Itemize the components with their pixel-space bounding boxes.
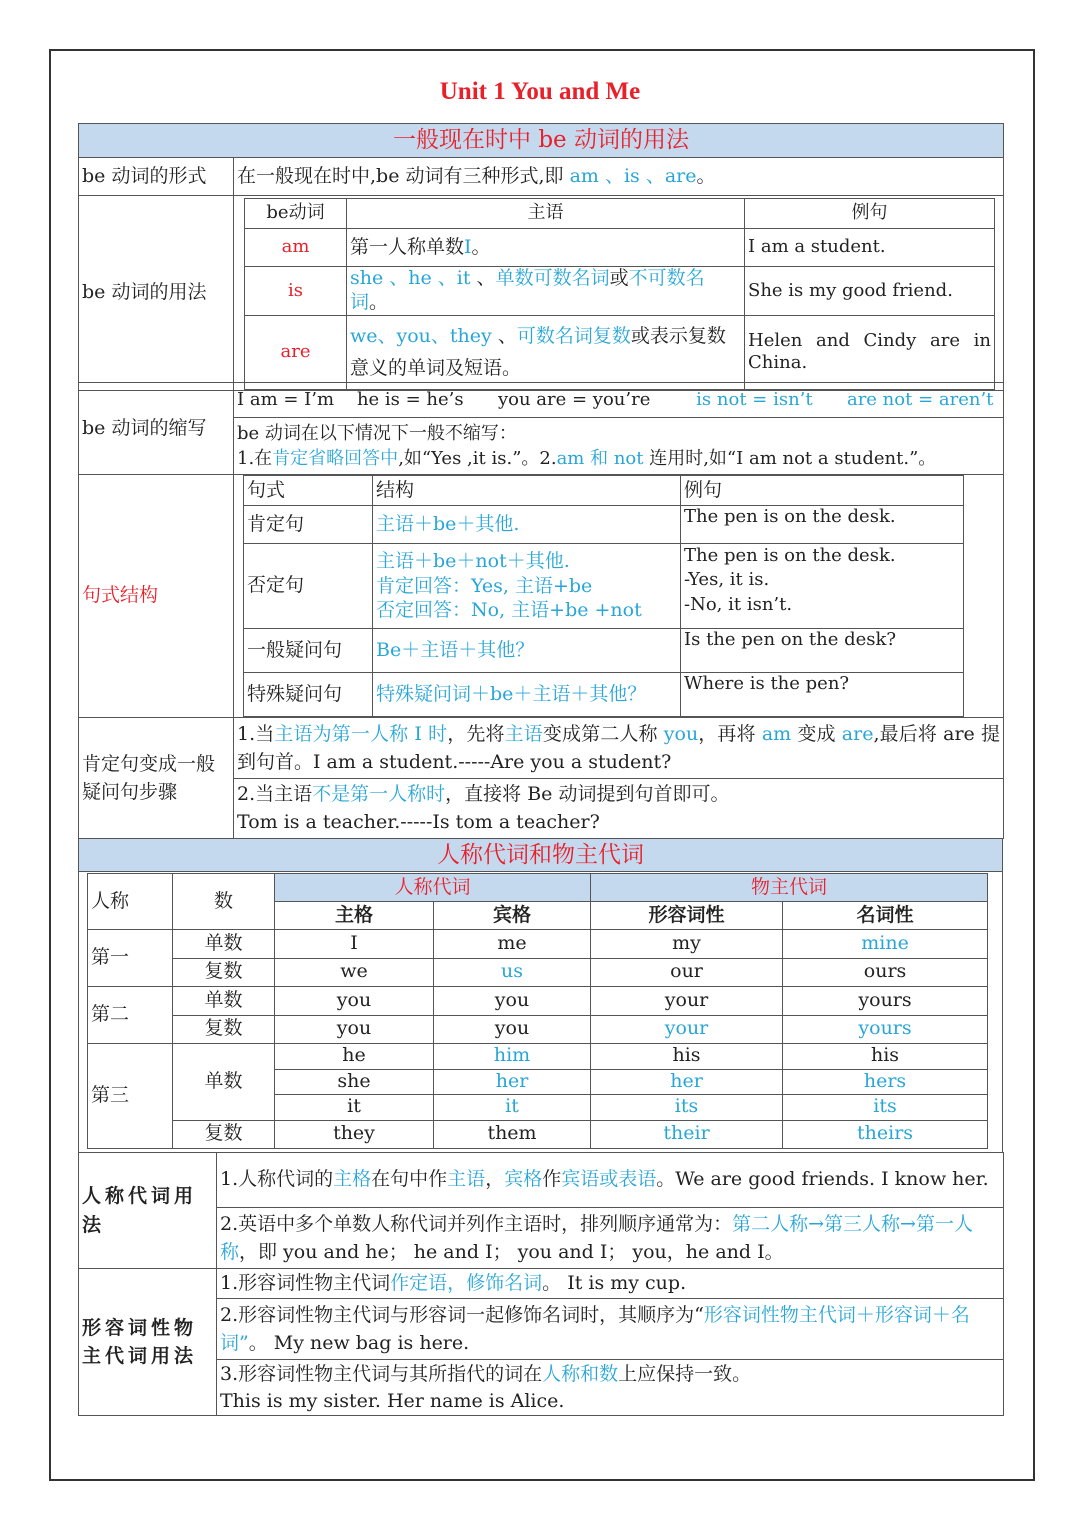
section2-header: 人称代词和物主代词 bbox=[79, 839, 1003, 872]
possessive-usage-p3: 3.形容词性物主代词与其所指代的词在人称和数上应保持一致。 This is my sister. Her name is Alice. bbox=[217, 1360, 1004, 1416]
possessive-usage-p1 bbox=[217, 1269, 1004, 1299]
text-run: 2.形容词性物主代词与形容词一起修饰名词时，其顺序为“ bbox=[220, 1303, 704, 1326]
pronoun-cell: your bbox=[591, 987, 783, 1016]
text-run: 在句中作 bbox=[371, 1168, 448, 1191]
structure-inner bbox=[243, 475, 964, 717]
text-run: 不可数名词 bbox=[350, 267, 705, 313]
text-run: 或 bbox=[609, 267, 629, 289]
pronoun-person: 第一 bbox=[88, 930, 173, 987]
pronoun-number: 单数 bbox=[173, 987, 275, 1016]
text-run: 形容词性物主代词＋形容词＋名词” bbox=[220, 1303, 970, 1354]
structure-table bbox=[78, 474, 1004, 718]
pronoun-cell: theirs bbox=[783, 1120, 988, 1148]
pronoun-cell: me bbox=[434, 930, 591, 959]
structure-struct: 特殊疑问词＋be＋主语＋其他？ bbox=[373, 673, 681, 717]
pronoun-cell: my bbox=[591, 930, 783, 959]
steps-p2: 2.当主语不是第一人称时，直接将 Be 动词提到句首即可。 Tom is a teacher.-----Is tom a teacher? bbox=[234, 779, 1004, 839]
text-run: ，先将 bbox=[447, 722, 505, 745]
pronoun-col-adjective: 形容词性 bbox=[591, 902, 783, 930]
text-run: 。We are good friends. I know her. bbox=[656, 1168, 989, 1191]
pronoun-cell: its bbox=[591, 1095, 783, 1121]
text-run: 主语 bbox=[447, 1168, 486, 1191]
text-run: 1.形容词性物主代词 bbox=[220, 1271, 391, 1294]
forms-text: 在一般现在时中,be 动词有三种形式,即 am 、is 、are。 bbox=[234, 158, 1004, 196]
steps-p1 bbox=[234, 718, 1004, 779]
possessive-usage-p2 bbox=[217, 1299, 1004, 1360]
text-run: she 、he 、it bbox=[350, 267, 477, 289]
pronoun-person: 第三 bbox=[88, 1044, 173, 1149]
structure-type: 一般疑问句 bbox=[244, 629, 373, 673]
pronoun-cell: them bbox=[434, 1120, 591, 1148]
usage-label: be 动词的用法 bbox=[79, 196, 234, 391]
pronoun-cell: it bbox=[434, 1095, 591, 1121]
text-run: 。 bbox=[471, 235, 491, 258]
structure-type: 否定句 bbox=[244, 544, 373, 629]
pronoun-cell: her bbox=[434, 1069, 591, 1095]
pronoun-cell: I bbox=[275, 930, 434, 959]
pronoun-cell: it bbox=[275, 1095, 434, 1121]
personal-usage-p2 bbox=[217, 1208, 1004, 1269]
text-run: 宾格 bbox=[504, 1168, 543, 1191]
text-run: 。 bbox=[369, 290, 389, 313]
usage-subject bbox=[347, 267, 745, 316]
pronoun-cell: us bbox=[434, 958, 591, 987]
personal-usage-label: 人称代词用法 bbox=[79, 1153, 217, 1269]
structure-label: 句式结构 bbox=[79, 475, 234, 718]
pronoun-cell: you bbox=[434, 1015, 591, 1044]
steps-label: 肯定句变成一般疑问句步骤 bbox=[79, 718, 234, 839]
text-run: 作定语，修饰名词 bbox=[390, 1271, 543, 1294]
text-run: 第一人称单数 bbox=[350, 235, 465, 258]
structure-example: The pen is on the desk. -Yes, it is. -No, it isn’t. bbox=[681, 544, 964, 629]
contraction-note: be 动词在以下情况下一般不缩写： 1.在肯定省略回答中,如“Yes ,it is.”。2.am 和 not 连用时,如“I am not a student.”。 bbox=[234, 418, 1004, 475]
personal-usage-table bbox=[78, 1152, 1004, 1269]
pronoun-cell: he bbox=[275, 1044, 434, 1070]
pronoun-cell: you bbox=[275, 987, 434, 1016]
steps-table bbox=[78, 717, 1004, 839]
text-run: you bbox=[663, 722, 699, 745]
text-run: 。 My new bag is here. bbox=[248, 1332, 470, 1354]
pronoun-cell: mine bbox=[783, 930, 988, 959]
pronoun-col-noun: 名词性 bbox=[783, 902, 988, 930]
usage-example: Helen and Cindy are in China. bbox=[745, 315, 995, 389]
structure-struct: 主语＋be＋not＋其他. 肯定回答：Yes, 主语+be 否定回答：No, 主语+be +not bbox=[373, 544, 681, 629]
structure-example: The pen is on the desk. bbox=[681, 506, 964, 544]
section1-header: 一般现在时中 be 动词的用法 bbox=[79, 124, 1004, 158]
pronoun-head-person: 人称 bbox=[88, 874, 173, 930]
structure-head-example: 例句 bbox=[681, 476, 964, 506]
pronoun-col-subject: 主格 bbox=[275, 902, 434, 930]
pronoun-col-object: 宾格 bbox=[434, 902, 591, 930]
text-run: am bbox=[761, 722, 792, 745]
pronoun-cell: yours bbox=[783, 1015, 988, 1044]
text-run: 宾语或表语 bbox=[561, 1168, 657, 1191]
structure-head-type: 句式 bbox=[244, 476, 373, 506]
contraction-line1: I am = I’m he is = he’s you are = you’re is not = isn’t are not = aren’t bbox=[234, 383, 1004, 418]
pronoun-number: 单数 bbox=[173, 930, 275, 959]
page-title: Unit 1 You and Me bbox=[439, 78, 641, 105]
pronoun-head-personal: 人称代词 bbox=[275, 874, 591, 902]
pronoun-cell: him bbox=[434, 1044, 591, 1070]
pronoun-cell: his bbox=[783, 1044, 988, 1070]
text-run: I bbox=[464, 235, 472, 258]
personal-usage-p1 bbox=[217, 1153, 1004, 1208]
usage-verb: am bbox=[245, 229, 347, 267]
text-run: 可数名词复数 bbox=[516, 324, 631, 347]
text-run: 或表示复数意义的单词及短语。 bbox=[350, 324, 726, 379]
text-run: ，即 you and he； he and I； you and I； you，he and I。 bbox=[239, 1241, 784, 1263]
structure-struct: Be＋主语＋其他？ bbox=[373, 629, 681, 673]
usage-head-subject: 主语 bbox=[347, 199, 745, 229]
pronoun-number: 单数 bbox=[173, 1044, 275, 1121]
pronoun-cell: hers bbox=[783, 1069, 988, 1095]
possessive-usage-label: 形容词性物主代词用法 bbox=[79, 1269, 217, 1416]
structure-type: 肯定句 bbox=[244, 506, 373, 544]
be-verb-table bbox=[78, 123, 1004, 391]
pronoun-table bbox=[87, 873, 988, 1149]
pronoun-number: 复数 bbox=[173, 1120, 275, 1148]
text-run: 1.人称代词的 bbox=[220, 1168, 334, 1191]
usage-head-verb: be动词 bbox=[245, 199, 347, 229]
text-run: are bbox=[841, 722, 874, 745]
pronoun-cell: our bbox=[591, 958, 783, 987]
text-run: 主格 bbox=[333, 1168, 372, 1191]
pronoun-cell: its bbox=[783, 1095, 988, 1121]
pronoun-number: 复数 bbox=[173, 1015, 275, 1044]
text-run: 不是第一人称时 bbox=[312, 782, 446, 805]
usage-verb: is bbox=[245, 267, 347, 316]
text-run: 2.当主语 bbox=[237, 782, 313, 805]
text-run: 单数可数名词 bbox=[495, 267, 610, 289]
text-run: 主语为第一人称 I 时 bbox=[274, 722, 448, 745]
usage-table bbox=[244, 198, 995, 390]
usage-example: She is my good friend. bbox=[745, 267, 995, 316]
text-run: ， bbox=[485, 1168, 505, 1191]
pronoun-header-table bbox=[78, 838, 1003, 872]
text-run: 上应保持一致。 bbox=[618, 1362, 752, 1385]
text-run: 、 bbox=[476, 267, 496, 289]
pronoun-cell: ours bbox=[783, 958, 988, 987]
pronoun-cell: we bbox=[275, 958, 434, 987]
usage-subject bbox=[347, 229, 745, 267]
text-run: ,最后将 are 提到句首。I am a student.-----Are you a student? bbox=[237, 722, 1000, 773]
text-run: 作 bbox=[542, 1168, 562, 1191]
usage-head-example: 例句 bbox=[745, 199, 995, 229]
pronoun-cell: their bbox=[591, 1120, 783, 1148]
structure-example: Where is the pen? bbox=[681, 673, 964, 717]
pronoun-cell: you bbox=[434, 987, 591, 1016]
text-run: 、 bbox=[497, 324, 517, 347]
pronoun-cell: your bbox=[591, 1015, 783, 1044]
structure-struct: 主语＋be＋其他. bbox=[373, 506, 681, 544]
text-run: ，直接将 Be 动词提到句首即可。 bbox=[445, 782, 730, 805]
text-run: 。 It is my cup. bbox=[542, 1271, 687, 1294]
structure-head-struct: 结构 bbox=[373, 476, 681, 506]
pronoun-cell: yours bbox=[783, 987, 988, 1016]
forms-label: be 动词的形式 bbox=[79, 158, 234, 196]
text-run: 变成第二人称 bbox=[542, 722, 664, 745]
pronoun-cell: his bbox=[591, 1044, 783, 1070]
text-run: 2.英语中多个单数人称代词并列作主语时，排列顺序通常为： bbox=[220, 1212, 733, 1235]
text-run: 3.形容词性物主代词与其所指代的词在 bbox=[220, 1362, 543, 1385]
pronoun-cell: you bbox=[275, 1015, 434, 1044]
text-run: 主语 bbox=[504, 722, 543, 745]
pronoun-cell: her bbox=[591, 1069, 783, 1095]
possessive-usage-table bbox=[78, 1268, 1004, 1416]
usage-example: I am a student. bbox=[745, 229, 995, 267]
contraction-label: be 动词的缩写 bbox=[79, 383, 234, 475]
text-run: ，再将 bbox=[698, 722, 762, 745]
pronoun-head-number: 数 bbox=[173, 874, 275, 930]
pronoun-number: 复数 bbox=[173, 958, 275, 987]
text-run: 1.当 bbox=[237, 722, 275, 745]
text-run: 人称和数 bbox=[542, 1362, 619, 1385]
contraction-table bbox=[78, 382, 1004, 475]
text-run: 第二人称→第三人称→第一人称 bbox=[220, 1212, 973, 1263]
pronoun-cell: she bbox=[275, 1069, 434, 1095]
pronoun-person: 第二 bbox=[88, 987, 173, 1044]
pronoun-cell: they bbox=[275, 1120, 434, 1148]
structure-example: Is the pen on the desk? bbox=[681, 629, 964, 673]
usage-subject bbox=[347, 315, 745, 389]
text-run: 变成 bbox=[791, 722, 842, 745]
pronoun-head-possessive: 物主代词 bbox=[591, 874, 988, 902]
structure-type: 特殊疑问句 bbox=[244, 673, 373, 717]
text-run: we、you、they bbox=[350, 324, 498, 347]
usage-verb: are bbox=[245, 315, 347, 389]
